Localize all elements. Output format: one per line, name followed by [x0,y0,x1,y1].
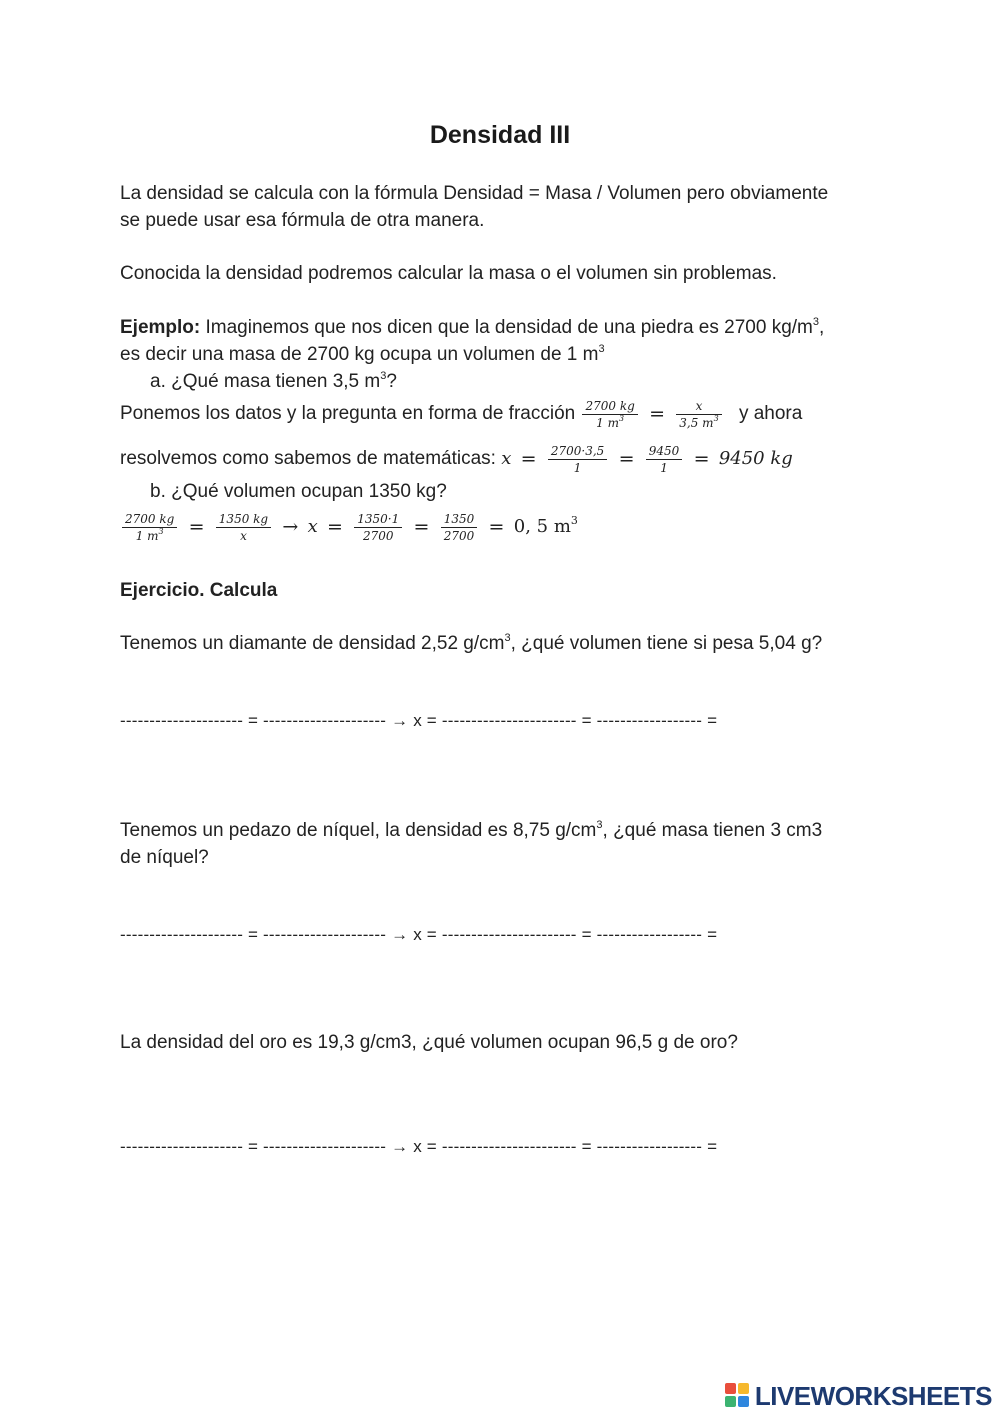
example-label: Ejemplo: [120,317,201,338]
equals-sign: = [413,516,430,538]
equals-sign: = [327,516,343,538]
fraction-denominator: 1 $m^3$ [596,413,625,430]
intro-line-1: La densidad se calcula con la fórmula Densidad = Masa / Volumen pero obviamente [120,183,829,204]
intro-line-3: Conocida la densidad podremos calcular la masa o el volumen sin problemas. [120,263,777,284]
volume-solution [120,506,578,548]
solve-line [120,439,793,479]
math-variable: x [307,516,318,537]
equals-sign: = [649,403,665,425]
exponent: 3 [598,343,605,355]
exponent: 3 [812,316,819,328]
fraction-denominator: 3,5 $m^3$ [679,413,719,430]
question-b: b. ¿Qué volumen ocupan 1350 kg? [150,481,447,502]
example-line-2 [120,341,605,368]
fraction-unknown [676,398,721,431]
exponent: 3 [596,819,603,831]
math-variable: x [501,448,512,469]
fraction-density: $\frac{2700 kg}{1 m^3}$ [122,511,177,544]
equals-sign: = [520,448,537,470]
answer-line-3[interactable]: --------------------- = --------------------- → x = ----------------------- = ------------------ = [120,1137,718,1156]
equals-sign: = [488,516,505,538]
fraction-step-2: $\frac{1350}{2700}$ [441,511,478,544]
question-a-text: a. ¿Qué masa tienen 3,5 m [150,371,381,392]
exercise-question-3: La densidad del oro es 19,3 g/cm3, ¿qué volumen ocupan 96,5 g de oro? [120,1032,738,1053]
page-title: Densidad III [429,121,571,149]
fraction-line [120,394,802,434]
result-volume: 0, 5 $m^3$ [513,514,578,537]
result-mass: 9450 kg [718,448,793,469]
fraction-numerator: 2700 kg [582,398,637,415]
question-a [150,368,397,395]
exercise-heading: Ejercicio. Calcula [120,580,278,601]
example-line-2-text: es decir una masa de 2700 kg ocupa un volumen de 1 m [120,344,599,365]
question-a-tail: ? [386,371,397,392]
equals-sign: = [618,448,635,470]
example-line-1-text: Imaginemos que nos dicen que la densidad de una piedra es 2700 kg/m [200,317,813,338]
exponent: 3 [504,632,511,644]
intro-line-2: se puede usar esa fórmula de otra manera. [120,210,485,231]
fraction-unknown: $\frac{1350 kg}{x}$ [216,511,271,544]
fraction-step-1: $\frac{2700\cdot 3,5}{1}$ [548,443,607,476]
example-line-1 [120,314,824,341]
logo-tiles-icon [725,1383,751,1409]
fraction-density [582,398,637,431]
fraction-line-text: Ponemos los datos y la pregunta en forma de fracción [120,403,576,424]
equals-sign: = [693,448,710,470]
liveworksheets-logo[interactable] [725,1381,992,1412]
exponent: 3 [380,370,387,382]
answer-line-1[interactable]: --------------------- = --------------------- → x = ----------------------- = ------------------ = [120,711,718,730]
logo-text: LIVEWORKSHEETS [754,1381,992,1411]
exercise-question-2-line-2: de níquel? [120,847,209,868]
solve-text: resolvemos como sabemos de matemáticas: [120,448,496,469]
equals-sign: = [188,516,205,538]
answer-line-2[interactable]: --------------------- = --------------------- → x = ----------------------- = ------------------ = [120,925,718,944]
example-line-1-tail: , [819,317,825,338]
arrow: → [282,516,299,538]
fraction-line-tail: y ahora [738,403,803,424]
fraction-numerator: x [676,398,721,415]
exercise-question-1: Tenemos un diamante de densidad 2,52 $g/cm^3$, ¿qué volumen tiene si pesa 5,04 g? [120,632,823,654]
fraction-step-2: $\frac{9450}{1}$ [646,443,683,476]
fraction-step-1: $\frac{1350\cdot 1}{2700}$ [354,511,402,544]
exercise-question-2: Tenemos un pedazo de níquel, la densidad es 8,75 $g/cm^3$, ¿qué masa tienen 3 cm3 [120,819,823,841]
